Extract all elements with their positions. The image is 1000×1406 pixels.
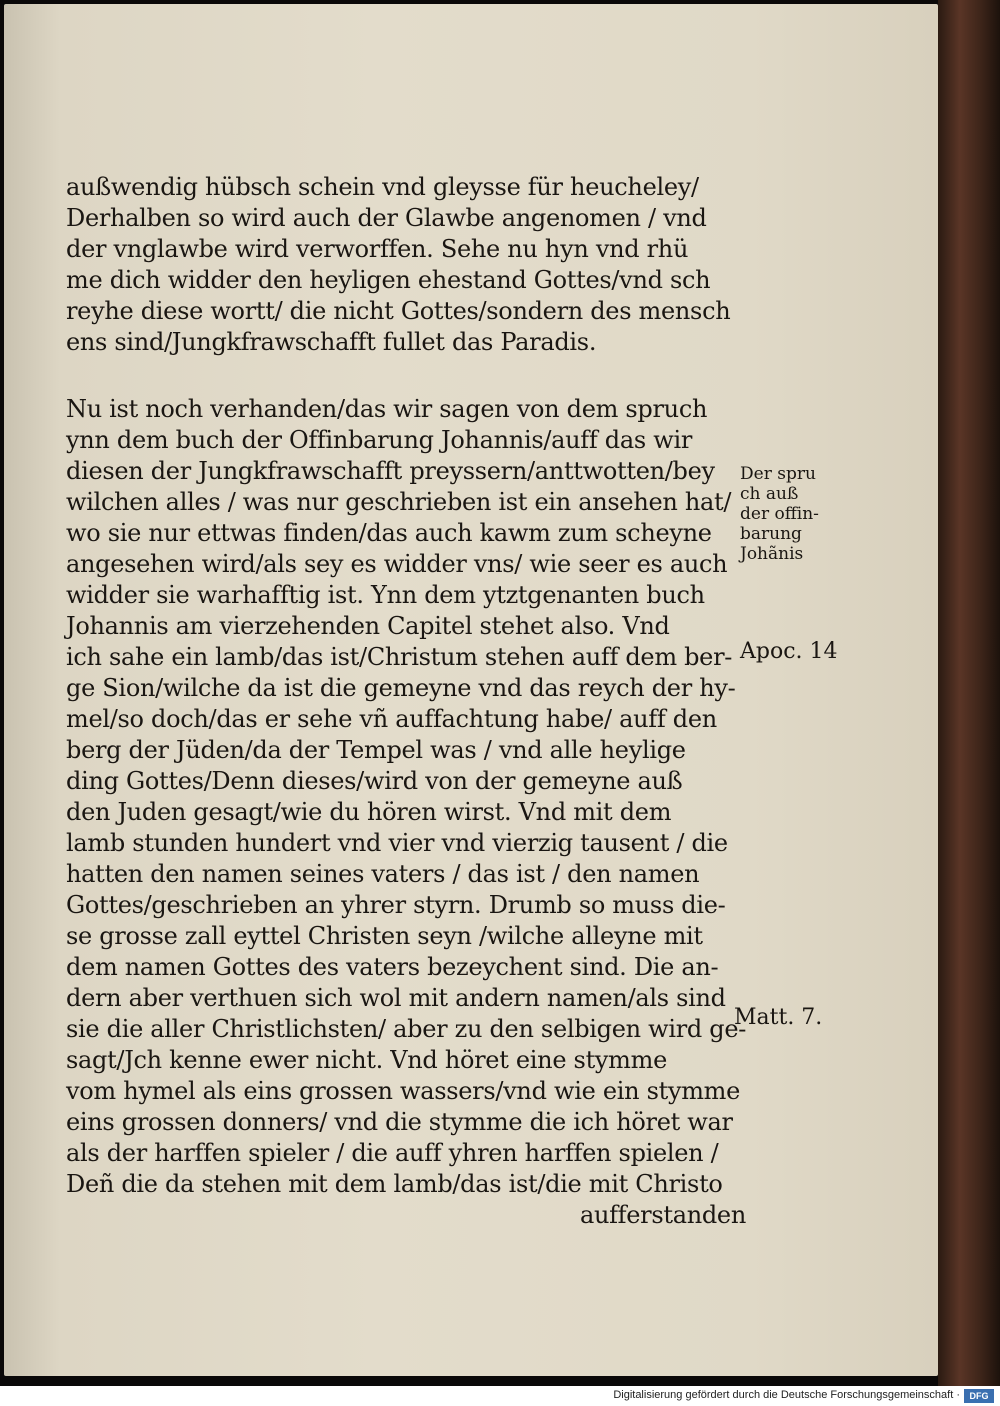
text-line: dern aber verthuen sich wol mit andern namen/als sind <box>66 984 726 1012</box>
main-text <box>66 172 746 1231</box>
margin-note-apoc: Apoc. 14 <box>740 639 838 664</box>
text-line: ens sind/Jungkfrawschafft fullet das Paradis. <box>66 328 597 356</box>
dfg-logo-icon: DFG <box>964 1389 994 1403</box>
text-line: Derhalben so wird auch der Glawbe angenomen / vnd <box>66 204 707 232</box>
text-line: diesen der Jungkfrawschafft preyssern/anttwotten/bey <box>66 457 715 485</box>
text-line: Gottes/geschrieben an yhrer styrn. Drumb so muss die- <box>66 891 726 919</box>
text-line: als der harffen spieler / die auff yhren harffen spielen / <box>66 1139 719 1167</box>
text-line: angesehen wird/als sey es widder vns/ wie seer es auch <box>66 550 728 578</box>
text-line: reyhe diese wortt/ die nicht Gottes/sondern des mensch <box>66 297 731 325</box>
paragraph-2 <box>66 394 746 1231</box>
margin-note-line: Johãnis <box>740 544 804 564</box>
text-line: ich sahe ein lamb/das ist/Christum stehen auff dem ber- <box>66 643 733 671</box>
text-line: Nu ist noch verhanden/das wir sagen von dem spruch <box>66 395 708 423</box>
footer-bar <box>0 1386 1000 1406</box>
text-line: den Juden gesagt/wie du hören wirst. Vnd mit dem <box>66 798 672 826</box>
text-line: außwendig hübsch schein vnd gleysse für heucheley/ <box>66 173 699 201</box>
text-line: Deñ die da stehen mit dem lamb/das ist/die mit Christo <box>66 1170 723 1198</box>
text-line: vom hymel als eins grossen wassers/vnd wie ein stymme <box>66 1077 741 1105</box>
text-line: eins grossen donners/ vnd die stymme die ich höret war <box>66 1108 733 1136</box>
catchword: aufferstanden <box>579 1201 746 1229</box>
margin-note-matt: Matt. 7. <box>734 1005 823 1030</box>
text-line: ding Gottes/Denn dieses/wird von der gemeyne auß <box>66 767 683 795</box>
text-line: lamb stunden hundert vnd vier vnd vierzig tausent / die <box>66 829 728 857</box>
text-line: wilchen alles / was nur geschrieben ist ein ansehen hat/ <box>66 488 732 516</box>
paragraph-1 <box>66 172 746 358</box>
footer-credit: Digitalisierung gefördert durch die Deutsche Forschungsgemeinschaft · <box>613 1389 960 1401</box>
margin-note-line: der offin- <box>740 504 819 524</box>
text-line: se grosse zall eyttel Christen seyn /wilche alleyne mit <box>66 922 703 950</box>
text-line: wo sie nur ettwas finden/das auch kawm zum scheyne <box>66 519 712 547</box>
text-line: dem namen Gottes des vaters bezeychent sind. Die an- <box>66 953 719 981</box>
text-line: berg der Jüden/da der Tempel was / vnd alle heylige <box>66 736 686 764</box>
margin-note-line: Der spru <box>740 464 816 484</box>
text-line: sie die aller Christlichsten/ aber zu den selbigen wird ge- <box>66 1015 747 1043</box>
text-line: Johannis am vierzehenden Capitel stehet also. Vnd <box>66 612 670 640</box>
margin-note-revelation <box>740 464 850 564</box>
margin-note-line: barung <box>740 524 802 544</box>
book-cover-edge <box>938 0 1000 1386</box>
text-line: der vnglawbe wird verworffen. Sehe nu hyn vnd rhü <box>66 235 689 263</box>
margin-note-line: ch auß <box>740 484 799 504</box>
text-line: widder sie warhafftig ist. Ynn dem ytztgenanten buch <box>66 581 705 609</box>
text-line: me dich widder den heyligen ehestand Gottes/vnd sch <box>66 266 711 294</box>
text-line: ynn dem buch der Offinbarung Johannis/auff das wir <box>66 426 692 454</box>
text-line: sagt/Jch kenne ewer nicht. Vnd höret eine stymme <box>66 1046 667 1074</box>
paragraph-gap <box>66 358 746 394</box>
text-line: ge Sion/wilche da ist die gemeyne vnd das reych der hy- <box>66 674 736 702</box>
text-line: hatten den namen seines vaters / das ist / den namen <box>66 860 700 888</box>
text-line: mel/so doch/das er sehe vñ auffachtung habe/ auff den <box>66 705 717 733</box>
